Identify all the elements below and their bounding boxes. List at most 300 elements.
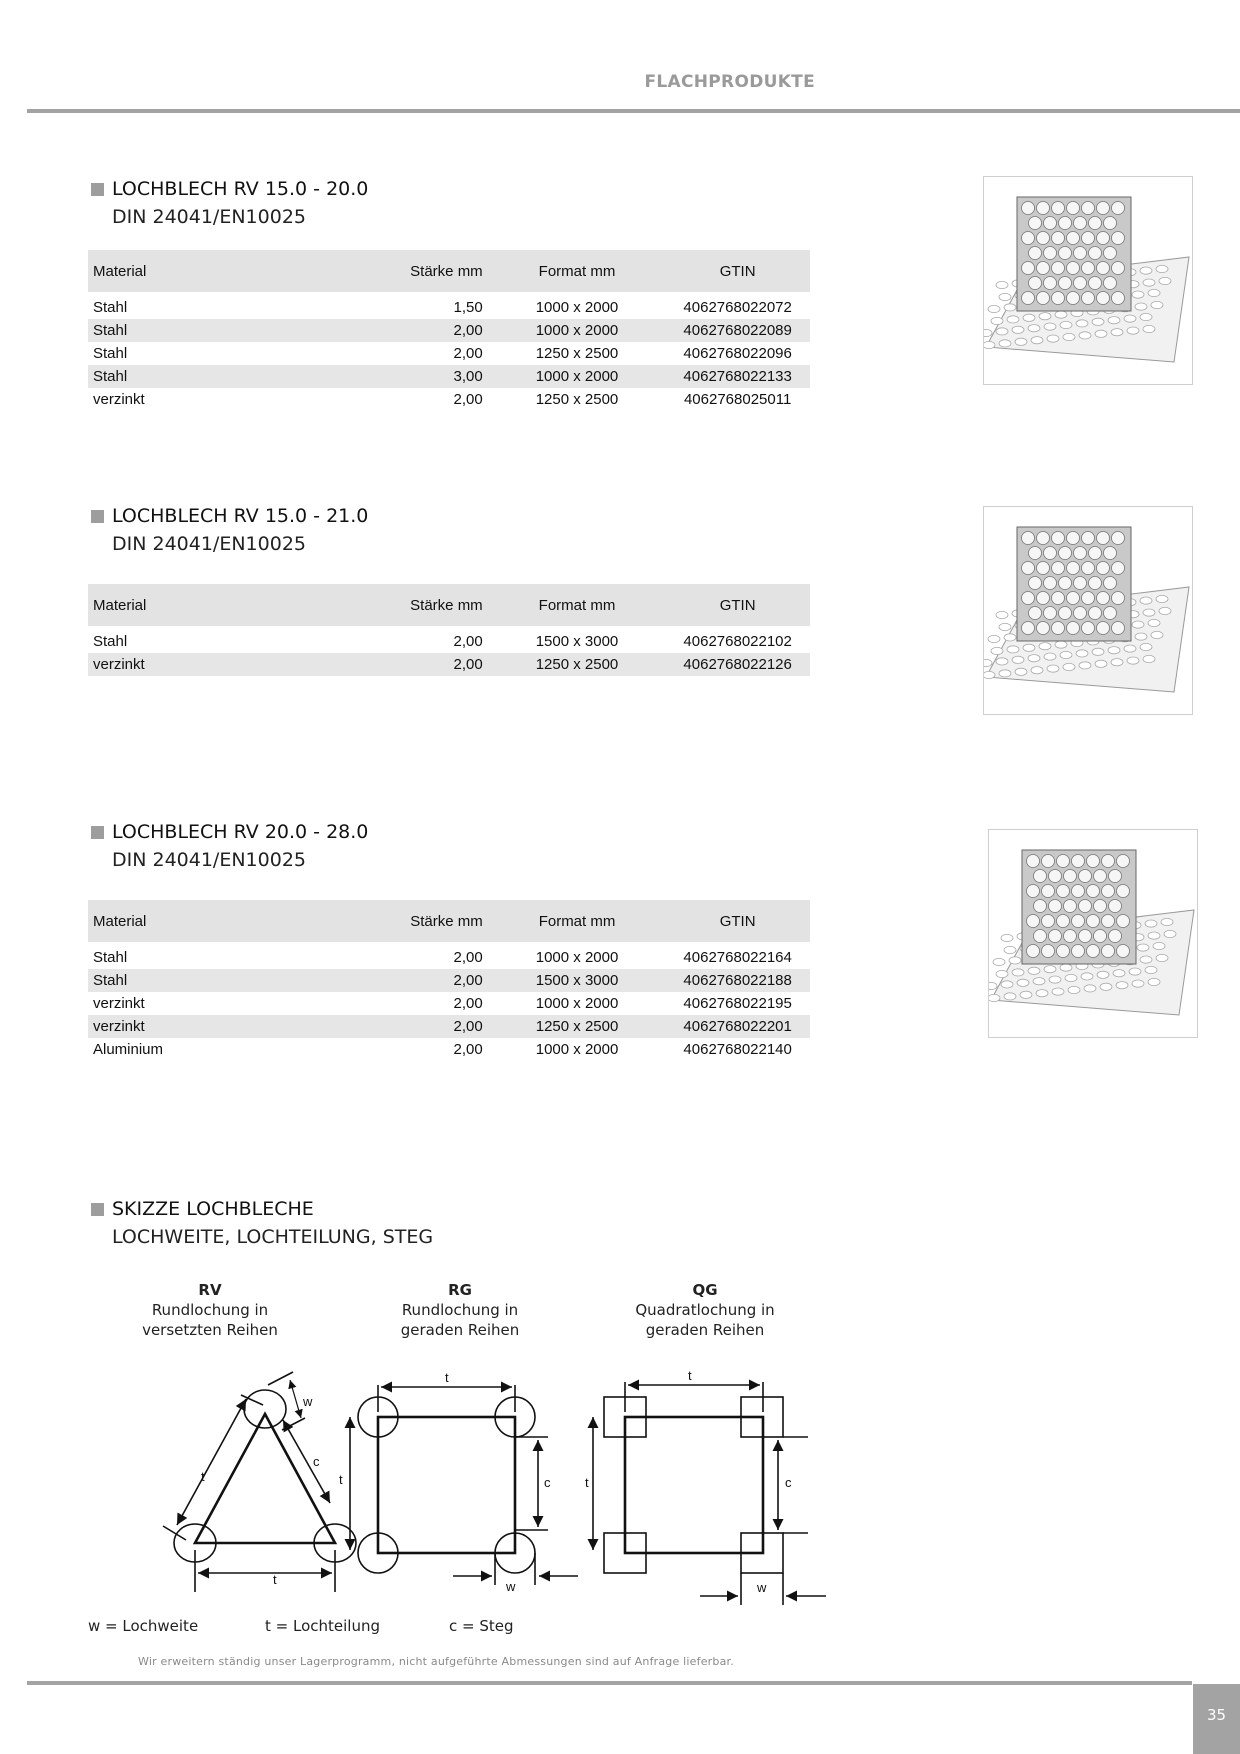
- dim-label-c: c: [313, 1454, 320, 1469]
- cell-material: verzinkt: [93, 391, 145, 408]
- floor-hole: [1017, 979, 1029, 986]
- section-title: LOCHBLECH RV 20.0 - 28.0: [112, 821, 369, 843]
- cell-material: Stahl: [93, 299, 128, 316]
- panel-hole: [1117, 855, 1130, 868]
- floor-hole: [1031, 337, 1043, 344]
- panel-hole: [1104, 277, 1117, 290]
- panel-hole: [1089, 577, 1102, 590]
- table-row: [88, 342, 810, 365]
- cell-material: Aluminium: [93, 1041, 164, 1058]
- panel-hole: [1082, 292, 1095, 305]
- perforated-sheet-drawing: [984, 177, 1192, 384]
- square-bullet-icon: [91, 826, 104, 839]
- cell-staerke: 2,00: [329, 969, 489, 992]
- floor-hole: [1004, 304, 1016, 311]
- panel-hole: [1097, 532, 1110, 545]
- sketch-desc-line2: versetzten Reihen: [142, 1321, 278, 1339]
- cell-staerke: 1,50: [453, 299, 483, 316]
- floor-hole: [993, 958, 1005, 965]
- floor-hole: [1145, 966, 1157, 973]
- panel-hole: [1074, 277, 1087, 290]
- floor-hole: [1047, 665, 1059, 672]
- floor-hole: [1140, 643, 1152, 650]
- panel-hole: [1022, 562, 1035, 575]
- floor-hole: [1116, 982, 1128, 989]
- floor-hole: [1153, 942, 1165, 949]
- panel-hole: [1097, 592, 1110, 605]
- panel-hole: [1072, 855, 1085, 868]
- floor-hole: [999, 340, 1011, 347]
- panel-hole: [1102, 915, 1115, 928]
- cell-staerke: 2,00: [453, 633, 483, 650]
- panel-hole: [1104, 577, 1117, 590]
- panel-hole: [1112, 232, 1125, 245]
- floor-hole: [1111, 659, 1123, 666]
- floor-hole: [1007, 646, 1019, 653]
- floor-hole: [1044, 966, 1056, 973]
- floor-hole: [1127, 327, 1139, 334]
- footer-rule: [27, 1681, 1192, 1685]
- panel-hole: [1027, 945, 1040, 958]
- cell-format: 1250 x 2500: [489, 1015, 666, 1038]
- floor-hole: [1095, 660, 1107, 667]
- floor-hole: [1028, 325, 1040, 332]
- table-row: [88, 365, 810, 388]
- cell-staerke: 2,00: [453, 995, 483, 1012]
- panel-hole: [1022, 232, 1035, 245]
- panel-hole: [1057, 885, 1070, 898]
- floor-hole: [1132, 621, 1144, 628]
- col-format: Format mm: [489, 250, 666, 292]
- panel-hole: [1117, 885, 1130, 898]
- panel-hole: [1097, 262, 1110, 275]
- cell-gtin: 4062768022096: [683, 345, 792, 362]
- panel-hole: [1044, 607, 1057, 620]
- floor-hole: [1143, 325, 1155, 332]
- floor-hole: [1148, 978, 1160, 985]
- floor-hole: [1052, 988, 1064, 995]
- floor-hole: [1129, 968, 1141, 975]
- table-row: [88, 388, 810, 411]
- dim-label-t: t: [688, 1368, 692, 1383]
- floor-hole: [1076, 320, 1088, 327]
- cell-format: 1500 x 3000: [489, 969, 666, 992]
- panel-hole: [1117, 945, 1130, 958]
- perforated-sheet-drawing: [989, 830, 1197, 1037]
- table-row: [88, 319, 810, 342]
- panel-hole: [1082, 592, 1095, 605]
- floor-hole: [1156, 595, 1168, 602]
- dim-label-t: t: [585, 1475, 589, 1490]
- panel-hole: [1087, 915, 1100, 928]
- cell-staerke: 2,00: [453, 1041, 483, 1058]
- section-title: LOCHBLECH RV 15.0 - 21.0: [112, 505, 369, 527]
- square-bullet-icon: [91, 1203, 104, 1216]
- sketch-label-rv: [110, 1280, 310, 1340]
- panel-hole: [1029, 247, 1042, 260]
- footnote: Wir erweitern ständig unser Lagerprogramm, nicht aufgeführte Abmessungen sind auf Anfrage lieferbar.: [138, 1655, 734, 1668]
- dim-label-t: t: [273, 1572, 277, 1587]
- panel-hole: [1057, 915, 1070, 928]
- panel-hole: [1074, 577, 1087, 590]
- panel-hole: [1042, 915, 1055, 928]
- dim-label-t: t: [445, 1370, 449, 1385]
- cell-gtin: 4062768022201: [665, 1015, 810, 1038]
- floor-hole: [1140, 956, 1152, 963]
- panel-hole: [1104, 547, 1117, 560]
- panel-hole: [1044, 277, 1057, 290]
- panel-hole: [1079, 900, 1092, 913]
- panel-hole: [1089, 247, 1102, 260]
- table-header-row: [88, 584, 810, 626]
- rv-diagram: [163, 1372, 356, 1592]
- floor-hole: [1023, 314, 1035, 321]
- dim-label-t: t: [339, 1472, 343, 1487]
- table-row: [88, 992, 810, 1015]
- floor-hole: [1055, 641, 1067, 648]
- table-row: [88, 1038, 810, 1061]
- panel-hole: [1052, 262, 1065, 275]
- section-subtitle: DIN 24041/EN10025: [112, 533, 306, 555]
- panel-hole: [1097, 622, 1110, 635]
- panel-hole: [1094, 930, 1107, 943]
- cell-gtin: 4062768022133: [665, 365, 810, 388]
- panel-hole: [1067, 262, 1080, 275]
- floor-hole: [1079, 662, 1091, 669]
- panel-hole: [1022, 292, 1035, 305]
- panel-hole: [1089, 547, 1102, 560]
- floor-hole: [1012, 656, 1024, 663]
- panel-hole: [1059, 577, 1072, 590]
- legend-t: t = Lochteilung: [265, 1617, 380, 1635]
- page-header-title: FLACHPRODUKTE: [644, 72, 815, 92]
- floor-hole: [1004, 946, 1016, 953]
- perforated-sheet-image: [988, 829, 1198, 1038]
- panel-hole: [1087, 945, 1100, 958]
- floor-hole: [1023, 644, 1035, 651]
- floor-hole: [999, 623, 1011, 630]
- panel-hole: [1067, 292, 1080, 305]
- floor-hole: [1007, 316, 1019, 323]
- floor-hole: [1113, 970, 1125, 977]
- panel-hole: [1059, 607, 1072, 620]
- floor-hole: [1015, 668, 1027, 675]
- panel-hole: [1064, 900, 1077, 913]
- floor-hole: [1063, 663, 1075, 670]
- floor-hole: [1132, 980, 1144, 987]
- floor-hole: [1015, 338, 1027, 345]
- panel-hole: [1029, 217, 1042, 230]
- floor-hole: [1031, 667, 1043, 674]
- panel-hole: [1102, 945, 1115, 958]
- floor-hole: [1156, 954, 1168, 961]
- panel-hole: [1037, 622, 1050, 635]
- panel-hole: [1049, 930, 1062, 943]
- col-staerke: Stärke mm: [329, 584, 489, 626]
- floor-hole: [1143, 609, 1155, 616]
- floor-hole: [1081, 973, 1093, 980]
- floor-hole: [1049, 976, 1061, 983]
- panel-hole: [1027, 915, 1040, 928]
- panel-hole: [1109, 900, 1122, 913]
- sketch-label-qg: [605, 1280, 805, 1340]
- page-number: 35: [1193, 1684, 1240, 1754]
- panel-hole: [1059, 547, 1072, 560]
- panel-hole: [1037, 592, 1050, 605]
- panel-hole: [1027, 885, 1040, 898]
- cell-gtin: 4062768022126: [665, 653, 810, 676]
- panel-hole: [1052, 202, 1065, 215]
- panel-hole: [1037, 532, 1050, 545]
- cell-format: 1250 x 2500: [489, 653, 666, 676]
- panel-hole: [1074, 247, 1087, 260]
- panel-hole: [1104, 217, 1117, 230]
- floor-hole: [988, 635, 1000, 642]
- panel-hole: [1074, 607, 1087, 620]
- floor-hole: [1020, 991, 1032, 998]
- panel-hole: [1044, 247, 1057, 260]
- panel-hole: [1059, 247, 1072, 260]
- panel-hole: [1112, 592, 1125, 605]
- panel-hole: [1097, 202, 1110, 215]
- dim-label-w: w: [303, 1394, 313, 1409]
- panel-hole: [1112, 292, 1125, 305]
- floor-hole: [1143, 279, 1155, 286]
- sketch-desc-line2: geraden Reihen: [400, 1321, 520, 1339]
- dim-label-w: w: [757, 1580, 767, 1595]
- panel-hole: [1082, 562, 1095, 575]
- product-table: [88, 584, 810, 676]
- floor-hole: [1137, 944, 1149, 951]
- floor-hole: [1159, 277, 1171, 284]
- floor-hole: [1148, 619, 1160, 626]
- cell-material: verzinkt: [88, 653, 329, 676]
- panel-hole: [1067, 562, 1080, 575]
- sketch-desc-line2: geraden Reihen: [645, 1321, 765, 1339]
- panel-hole: [1082, 202, 1095, 215]
- sketch-desc-line1: Rundlochung in: [401, 1301, 519, 1319]
- cell-material: verzinkt: [93, 995, 145, 1012]
- floor-hole: [1001, 934, 1013, 941]
- floor-hole: [1111, 329, 1123, 336]
- floor-hole: [984, 671, 995, 678]
- sketch-code: RV: [198, 1281, 222, 1299]
- panel-hole: [1089, 277, 1102, 290]
- floor-hole: [999, 670, 1011, 677]
- cell-material: Stahl: [88, 365, 329, 388]
- panel-hole: [1034, 870, 1047, 883]
- dim-label-c: c: [785, 1475, 792, 1490]
- col-format: Format mm: [489, 900, 666, 942]
- section-subtitle: LOCHWEITE, LOCHTEILUNG, STEG: [112, 1226, 434, 1248]
- cell-staerke: 2,00: [329, 319, 489, 342]
- floor-hole: [1151, 631, 1163, 638]
- panel-hole: [1037, 202, 1050, 215]
- panel-hole: [1027, 855, 1040, 868]
- panel-hole: [1057, 855, 1070, 868]
- floor-hole: [1063, 333, 1075, 340]
- table-row: [88, 630, 810, 653]
- panel-hole: [1052, 232, 1065, 245]
- cell-gtin: 4062768022188: [665, 969, 810, 992]
- floor-hole: [1092, 318, 1104, 325]
- legend-w: w = Lochweite: [88, 1617, 199, 1635]
- floor-hole: [1012, 326, 1024, 333]
- cell-material: Stahl: [93, 345, 128, 362]
- square-bullet-icon: [91, 510, 104, 523]
- panel-hole: [1052, 592, 1065, 605]
- panel-hole: [1042, 885, 1055, 898]
- floor-hole: [1151, 301, 1163, 308]
- cell-format: 1000 x 2000: [535, 949, 619, 966]
- panel-hole: [1044, 217, 1057, 230]
- panel-hole: [1072, 945, 1085, 958]
- table-header-row: [88, 250, 810, 292]
- cell-gtin: 4062768022102: [683, 633, 792, 650]
- cell-format: 1000 x 2000: [535, 299, 619, 316]
- floor-hole: [1108, 317, 1120, 324]
- panel-hole: [1037, 562, 1050, 575]
- panel-hole: [1022, 532, 1035, 545]
- floor-hole: [1001, 981, 1013, 988]
- floor-hole: [1143, 655, 1155, 662]
- dim-label-t: t: [201, 1469, 205, 1484]
- panel-hole: [1094, 900, 1107, 913]
- floor-hole: [991, 317, 1003, 324]
- floor-hole: [988, 305, 1000, 312]
- panel-hole: [1022, 592, 1035, 605]
- panel-hole: [1034, 900, 1047, 913]
- qg-diagram: [593, 1382, 826, 1605]
- floor-hole: [1060, 964, 1072, 971]
- floor-hole: [1039, 313, 1051, 320]
- cell-format: 1000 x 2000: [489, 365, 666, 388]
- floor-hole: [1033, 978, 1045, 985]
- panel-hole: [1082, 532, 1095, 545]
- cell-staerke: 2,00: [329, 1015, 489, 1038]
- panel-hole: [1074, 217, 1087, 230]
- floor-hole: [1009, 957, 1021, 964]
- floor-hole: [1084, 985, 1096, 992]
- cell-format: 1500 x 3000: [535, 633, 619, 650]
- panel-hole: [1037, 292, 1050, 305]
- product-table: [88, 900, 810, 1061]
- panel-hole: [1022, 622, 1035, 635]
- panel-hole: [1064, 930, 1077, 943]
- floor-hole: [1140, 313, 1152, 320]
- floor-hole: [1095, 330, 1107, 337]
- floor-hole: [1060, 321, 1072, 328]
- floor-hole: [1161, 918, 1173, 925]
- dim-label-c: c: [544, 1475, 551, 1490]
- floor-hole: [996, 281, 1008, 288]
- legend-c: c = Steg: [449, 1617, 514, 1635]
- hole-pattern-sketch: [88, 1360, 838, 1620]
- section-title: SKIZZE LOCHBLECHE: [112, 1198, 314, 1220]
- panel-hole: [1037, 232, 1050, 245]
- floor-hole: [1135, 633, 1147, 640]
- panel-hole: [1052, 532, 1065, 545]
- floor-hole: [1004, 993, 1016, 1000]
- cell-gtin: 4062768022089: [665, 319, 810, 342]
- floor-hole: [1036, 990, 1048, 997]
- floor-hole: [989, 982, 997, 989]
- perforated-sheet-image: [983, 176, 1193, 385]
- sketch-code: QG: [692, 1281, 718, 1299]
- floor-hole: [1148, 289, 1160, 296]
- floor-hole: [1004, 634, 1016, 641]
- table-row: [88, 1015, 810, 1038]
- panel-hole: [1029, 277, 1042, 290]
- floor-hole: [996, 611, 1008, 618]
- panel-hole: [1044, 577, 1057, 590]
- panel-hole: [1067, 592, 1080, 605]
- panel-hole: [1112, 562, 1125, 575]
- panel-hole: [1112, 262, 1125, 275]
- floor-hole: [1097, 971, 1109, 978]
- header-rule: [27, 109, 1240, 113]
- panel-hole: [1029, 577, 1042, 590]
- table-row: [88, 946, 810, 969]
- floor-hole: [1132, 291, 1144, 298]
- cell-staerke: 3,00: [329, 365, 489, 388]
- panel-hole: [1097, 292, 1110, 305]
- panel-hole: [1052, 292, 1065, 305]
- panel-hole: [1067, 232, 1080, 245]
- floor-hole: [984, 659, 992, 666]
- panel-hole: [1079, 930, 1092, 943]
- perforated-sheet-drawing: [984, 507, 1192, 714]
- cell-format: 1000 x 2000: [535, 995, 619, 1012]
- floor-hole: [1068, 986, 1080, 993]
- panel-hole: [1022, 202, 1035, 215]
- floor-hole: [1079, 332, 1091, 339]
- cell-material: Stahl: [93, 633, 128, 650]
- cell-gtin: 4062768022195: [683, 995, 792, 1012]
- panel-hole: [1079, 870, 1092, 883]
- floor-hole: [984, 329, 992, 336]
- cell-gtin: 4062768022164: [683, 949, 792, 966]
- floor-hole: [1028, 655, 1040, 662]
- floor-hole: [1124, 315, 1136, 322]
- floor-hole: [1039, 643, 1051, 650]
- floor-hole: [1055, 311, 1067, 318]
- floor-hole: [991, 647, 1003, 654]
- perforated-sheet-image: [983, 506, 1193, 715]
- square-bullet-icon: [91, 183, 104, 196]
- cell-format: 1000 x 2000: [535, 1041, 619, 1058]
- section-subtitle: DIN 24041/EN10025: [112, 849, 306, 871]
- col-material: Material: [88, 584, 329, 626]
- panel-hole: [1037, 262, 1050, 275]
- cell-gtin: 4062768022072: [683, 299, 792, 316]
- cell-staerke: 2,00: [329, 653, 489, 676]
- panel-hole: [1117, 915, 1130, 928]
- panel-hole: [1112, 622, 1125, 635]
- panel-hole: [1089, 607, 1102, 620]
- panel-hole: [1042, 945, 1055, 958]
- sketch-desc-line1: Rundlochung in: [151, 1301, 269, 1319]
- floor-hole: [1108, 647, 1120, 654]
- cell-gtin: 4062768022140: [683, 1041, 792, 1058]
- panel-hole: [1059, 217, 1072, 230]
- floor-hole: [1127, 657, 1139, 664]
- floor-hole: [999, 293, 1011, 300]
- floor-hole: [1156, 265, 1168, 272]
- table-row: [88, 296, 810, 319]
- panel-hole: [1064, 870, 1077, 883]
- floor-hole: [1124, 645, 1136, 652]
